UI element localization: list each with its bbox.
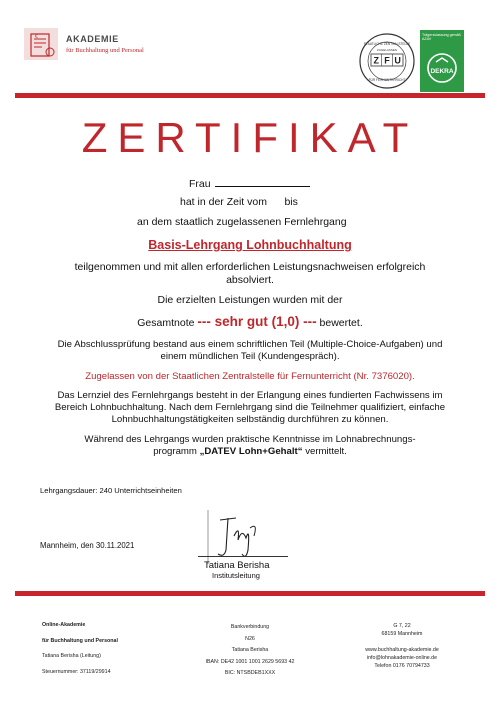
footer-spacer <box>352 638 452 646</box>
zfu-ring-top: STAATLICHE ZENTRALSTELLE <box>363 42 411 46</box>
zfu-word: ZUGELASSEN <box>376 48 398 52</box>
academy-name: AKADEMIE <box>66 34 119 44</box>
footer-phone: Telefon 0176 70794733 <box>374 663 430 669</box>
grade-prefix: Gesamtnote <box>137 317 195 329</box>
grade-value: --- sehr gut (1,0) --- <box>197 314 317 329</box>
completed-line-1: teilgenommen und mit allen erforderlichen Leistungsnachweisen erfolgreich <box>74 261 426 273</box>
footer-academy-sub: für Buchhaltung und Personal <box>42 637 118 644</box>
exam-line-1: Die Abschlussprüfung bestand aus einem schriftlichen Teil (Multiple-Choice-Aufgaben) und <box>57 339 443 350</box>
goal-line-3: Lohnbuchhaltungstätigkeiten selbständig durchführen zu können. <box>111 414 389 425</box>
footer-divider <box>15 591 485 596</box>
signature-line <box>198 556 288 557</box>
footer-iban: IBAN: DE42 1001 1001 2629 5693 42 <box>205 658 295 665</box>
goal-line-1: Das Lernziel des Fernlehrgangs besteht in der Erlangung eines fundierten Fachwissens im <box>57 390 443 401</box>
footer-account-holder: Tatiana Berisha <box>231 647 269 653</box>
academy-logo-icon <box>22 26 60 62</box>
header-divider <box>15 93 485 98</box>
footer-director: Tatiana Berisha (Leitung) <box>42 653 101 659</box>
zfu-letter-f: F <box>384 55 390 66</box>
zfu-seal-icon <box>358 32 416 90</box>
exam-line-2: einem mündlichen Teil (Kundengespräch). <box>160 351 340 362</box>
footer-bic: BIC: NTSBDEB1XXX <box>224 670 276 676</box>
course-name: Basis-Lehrgang Lohnbuchhaltung <box>148 238 352 252</box>
practice-line-1: Während des Lehrgangs wurden praktische Kenntnisse im Lohnabrechnungs- <box>84 434 416 445</box>
zfu-ring-bottom: FÜR FERNUNTERRICHT <box>368 78 406 82</box>
grade-row <box>0 315 500 330</box>
svg-text:€: € <box>35 34 38 40</box>
frau-row <box>189 178 310 191</box>
approval-text: Zugelassen von der Staatlichen Zentralstelle für Fernunterricht (Nr. 7376020). <box>85 371 415 382</box>
footer-city: 68159 Mannheim <box>381 631 423 637</box>
frau-label: Frau <box>189 178 211 190</box>
footer-email: info@lohnakademie-online.de <box>366 655 438 661</box>
footer-website: www.buchhaltung-akademie.de <box>365 647 439 653</box>
practice-program: „DATEV Lohn+Gehalt“ <box>199 446 303 457</box>
footer-street: G 7, 22 <box>393 623 411 629</box>
signer-role: Institutsleitung <box>212 571 260 580</box>
period-text: hat in der Zeit vom bis <box>180 196 298 208</box>
footer-bank-name: N26 <box>245 635 255 642</box>
footer-col-bank <box>200 622 300 679</box>
academy-subtitle: für Buchhaltung und Personal <box>66 47 144 54</box>
results-text: Die erzielten Leistungen wurden mit der <box>157 294 343 306</box>
footer-col-contact <box>352 622 452 670</box>
zfu-letter-z: Z <box>373 55 380 66</box>
goal-line-2: Bereich Lohnbuchhaltung. Nach dem Fernlehrgang sind die Teilnehmer qualifiziert, einfache <box>54 402 446 413</box>
certificate-title: ZERTIFIKAT <box>81 114 419 161</box>
practice-line-2 <box>0 446 500 459</box>
footer-academy-name: Online-Akademie <box>42 622 86 628</box>
practice-suffix: vermittelt. <box>305 446 347 457</box>
footer-tax-number: Steuernummer: 37119/29914 <box>42 668 111 675</box>
completed-line-2: absolviert. <box>226 274 274 286</box>
signer-name: Tatiana Berisha <box>204 560 270 571</box>
name-line <box>215 178 310 187</box>
dekra-top-text: Trägerzulassung gemäß AZAV <box>422 33 461 42</box>
dekra-name: DEKRA <box>430 68 454 75</box>
place-date: Mannheim, den 30.11.2021 <box>40 541 135 550</box>
footer-bank-label: Bankverbindung <box>230 624 270 630</box>
dekra-seal-icon <box>420 30 464 92</box>
zfu-letter-u: U <box>394 55 401 66</box>
practice-prefix: programm <box>153 446 197 457</box>
course-duration: Lehrgangsdauer: 240 Unterrichtseinheiten <box>40 486 182 495</box>
course-intro: an dem staatlich zugelassenen Fernlehrgang <box>137 216 347 228</box>
footer-col-academy <box>42 620 118 677</box>
grade-suffix: bewertet. <box>319 317 363 329</box>
signature-icon <box>206 506 262 566</box>
